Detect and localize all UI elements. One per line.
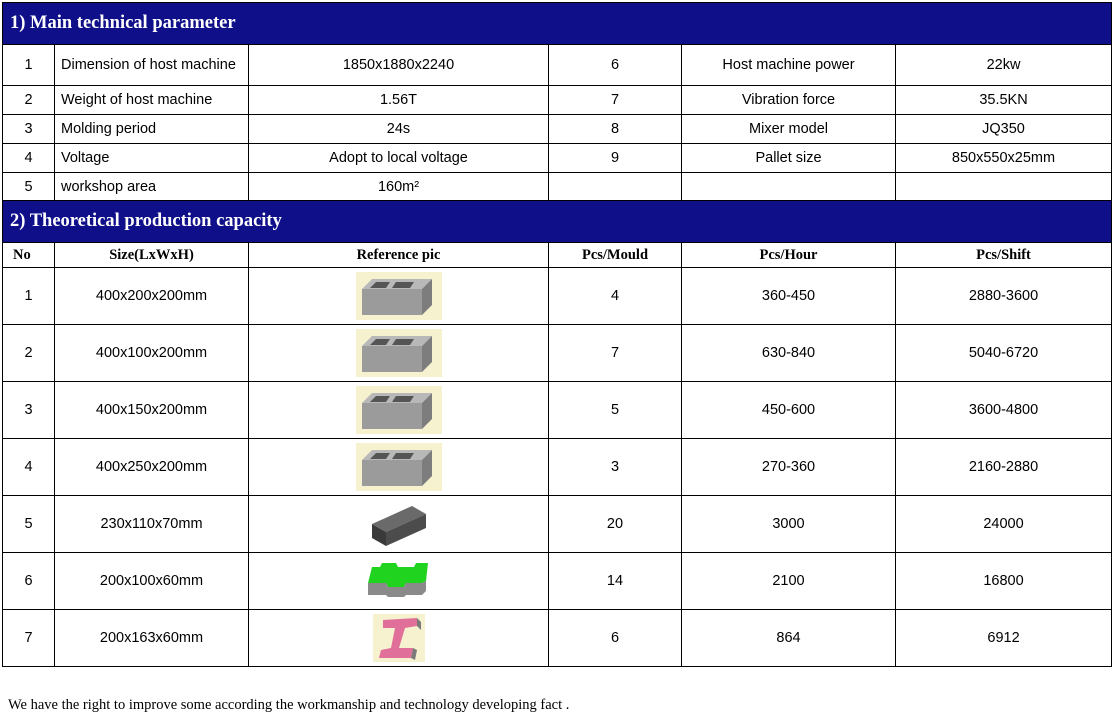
param-value: 160m² (249, 173, 549, 201)
pcs-per-hour: 3000 (682, 496, 896, 553)
pcs-per-mould: 3 (549, 439, 682, 496)
param-number (549, 173, 682, 201)
pcs-per-shift: 3600-4800 (896, 382, 1112, 439)
block-size: 400x150x200mm (55, 382, 249, 439)
solid-brick-icon (366, 500, 432, 548)
section-title: 1) Main technical parameter (3, 3, 1112, 45)
column-header-pcs-hour: Pcs/Hour (682, 243, 896, 268)
param-label: Weight of host machine (55, 86, 249, 115)
param-row (3, 45, 1112, 86)
pcs-per-shift: 2160-2880 (896, 439, 1112, 496)
hollow-block-icon (356, 386, 442, 434)
param-value: JQ350 (896, 115, 1112, 144)
block-size: 400x250x200mm (55, 439, 249, 496)
pcs-per-mould: 14 (549, 553, 682, 610)
row-number: 7 (3, 610, 55, 667)
pcs-per-mould: 5 (549, 382, 682, 439)
pcs-per-hour: 864 (682, 610, 896, 667)
column-header-pcs-shift: Pcs/Shift (896, 243, 1112, 268)
row-number: 3 (3, 382, 55, 439)
param-number: 4 (3, 144, 55, 173)
hollow-block-icon (356, 272, 442, 320)
capacity-row (3, 382, 1112, 439)
row-number: 2 (3, 325, 55, 382)
pcs-per-shift: 6912 (896, 610, 1112, 667)
param-number: 5 (3, 173, 55, 201)
hollow-block-icon (356, 443, 442, 491)
block-size: 200x100x60mm (55, 553, 249, 610)
section-header-production-capacity (3, 201, 1112, 243)
pcs-per-hour: 360-450 (682, 268, 896, 325)
param-number: 8 (549, 115, 682, 144)
block-size: 400x200x200mm (55, 268, 249, 325)
hollow-block-icon (356, 329, 442, 377)
param-label: Vibration force (682, 86, 896, 115)
param-value: 24s (249, 115, 549, 144)
pcs-per-shift: 5040-6720 (896, 325, 1112, 382)
pcs-per-mould: 7 (549, 325, 682, 382)
param-value: 1850x1880x2240 (249, 45, 549, 86)
param-label: Host machine power (682, 45, 896, 86)
param-number: 7 (549, 86, 682, 115)
pcs-per-mould: 20 (549, 496, 682, 553)
param-number: 3 (3, 115, 55, 144)
capacity-row (3, 610, 1112, 667)
block-size: 400x100x200mm (55, 325, 249, 382)
param-label: Pallet size (682, 144, 896, 173)
pcs-per-hour: 450-600 (682, 382, 896, 439)
param-value: 22kw (896, 45, 1112, 86)
row-number: 6 (3, 553, 55, 610)
capacity-row (3, 325, 1112, 382)
pcs-per-shift: 2880-3600 (896, 268, 1112, 325)
footer-note: We have the right to improve some according the workmanship and technology developing fact . (8, 697, 570, 713)
block-size: 200x163x60mm (55, 610, 249, 667)
pink-i-paver-icon (373, 614, 425, 662)
capacity-row (3, 268, 1112, 325)
param-value (896, 173, 1112, 201)
pcs-per-shift: 16800 (896, 553, 1112, 610)
column-header-pcs-mould: Pcs/Mould (549, 243, 682, 268)
param-number: 9 (549, 144, 682, 173)
param-row (3, 86, 1112, 115)
row-number: 1 (3, 268, 55, 325)
param-label: workshop area (55, 173, 249, 201)
capacity-header-row (3, 243, 1112, 268)
param-label: Voltage (55, 144, 249, 173)
green-paver-icon (366, 561, 432, 601)
param-value: Adopt to local voltage (249, 144, 549, 173)
param-value: 850x550x25mm (896, 144, 1112, 173)
param-number: 2 (3, 86, 55, 115)
pcs-per-hour: 2100 (682, 553, 896, 610)
param-number: 1 (3, 45, 55, 86)
param-number: 6 (549, 45, 682, 86)
param-row (3, 173, 1112, 201)
pcs-per-mould: 6 (549, 610, 682, 667)
param-row (3, 144, 1112, 173)
section-title: 2) Theoretical production capacity (3, 201, 1112, 243)
param-label: Mixer model (682, 115, 896, 144)
capacity-row (3, 553, 1112, 610)
block-size: 230x110x70mm (55, 496, 249, 553)
row-number: 5 (3, 496, 55, 553)
spec-table (2, 2, 1112, 667)
column-header-no: No (3, 243, 55, 268)
section-header-main-parameters (3, 3, 1112, 45)
param-label (682, 173, 896, 201)
column-header-reference-pic: Reference pic (249, 243, 549, 268)
pcs-per-hour: 630-840 (682, 325, 896, 382)
param-label: Dimension of host machine (55, 45, 249, 86)
column-header-size: Size(LxWxH) (55, 243, 249, 268)
param-value: 35.5KN (896, 86, 1112, 115)
pcs-per-shift: 24000 (896, 496, 1112, 553)
pcs-per-hour: 270-360 (682, 439, 896, 496)
pcs-per-mould: 4 (549, 268, 682, 325)
param-label: Molding period (55, 115, 249, 144)
param-row (3, 115, 1112, 144)
capacity-row (3, 496, 1112, 553)
row-number: 4 (3, 439, 55, 496)
capacity-row (3, 439, 1112, 496)
param-value: 1.56T (249, 86, 549, 115)
